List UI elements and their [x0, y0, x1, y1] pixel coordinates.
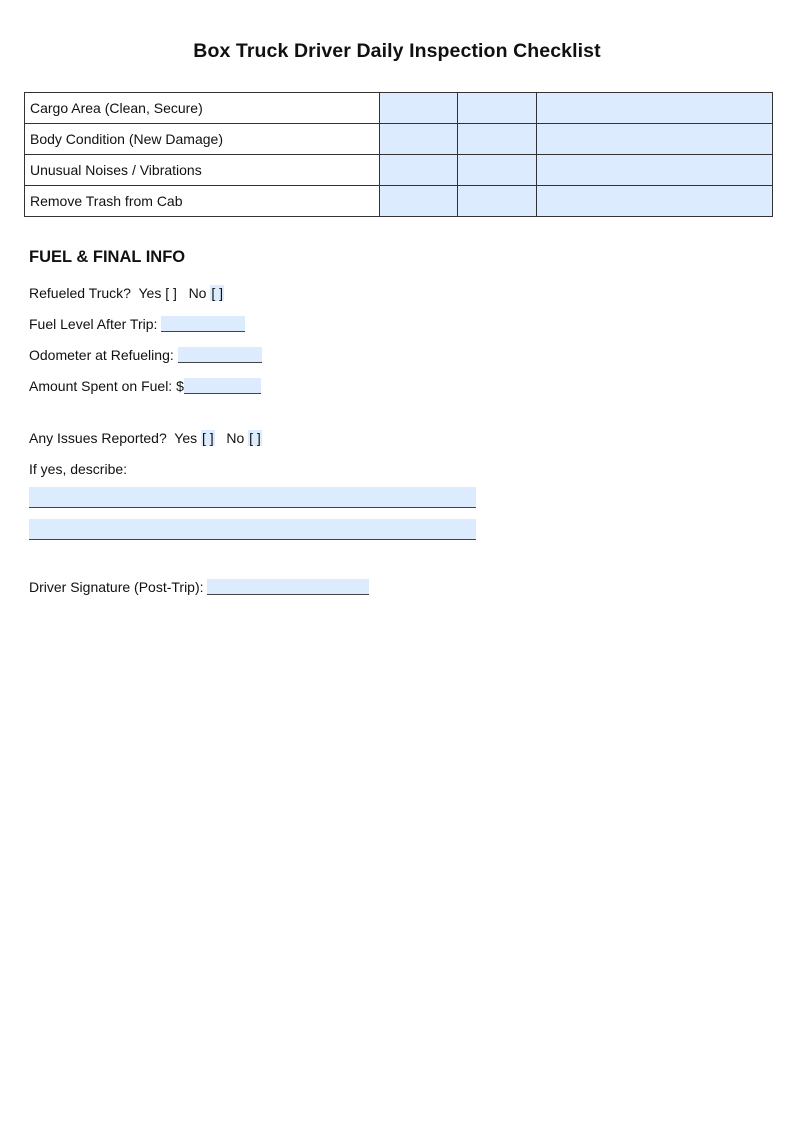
fuel-level-label: Fuel Level After Trip: — [29, 316, 158, 332]
row-label: Body Condition (New Damage) — [25, 124, 380, 155]
refueled-question-line — [29, 285, 224, 301]
issues-no-checkbox[interactable]: [ ] — [249, 430, 261, 446]
odometer-field[interactable] — [178, 347, 262, 363]
document-title: Box Truck Driver Daily Inspection Checklist — [193, 40, 601, 62]
odometer-label: Odometer at Refueling: — [29, 347, 174, 363]
odometer-line — [29, 347, 262, 363]
notes-field[interactable] — [537, 186, 773, 217]
issues-yes-checkbox[interactable]: [ ] — [202, 430, 214, 446]
fail-field[interactable] — [458, 155, 537, 186]
fail-field[interactable] — [458, 124, 537, 155]
row-label: Unusual Noises / Vibrations — [25, 155, 380, 186]
amount-label: Amount Spent on Fuel: $ — [29, 378, 184, 394]
issues-label: Any Issues Reported? — [29, 430, 167, 446]
table-row — [25, 186, 773, 217]
issues-no-label: No — [226, 430, 245, 446]
row-label: Cargo Area (Clean, Secure) — [25, 93, 380, 124]
notes-field[interactable] — [537, 93, 773, 124]
pass-field[interactable] — [380, 124, 458, 155]
fuel-level-line — [29, 316, 245, 332]
pass-field[interactable] — [380, 155, 458, 186]
table-row — [25, 124, 773, 155]
description-field-1[interactable] — [29, 487, 476, 508]
refueled-no-checkbox[interactable]: [ ] — [211, 285, 224, 301]
signature-field[interactable] — [207, 579, 369, 595]
fail-field[interactable] — [458, 93, 537, 124]
table-row — [25, 155, 773, 186]
fuel-section-heading: FUEL & FINAL INFO — [29, 248, 186, 266]
refueled-no-label: No — [188, 285, 207, 301]
issues-question-line — [29, 430, 262, 446]
pass-field[interactable] — [380, 93, 458, 124]
fail-field[interactable] — [458, 186, 537, 217]
describe-label: If yes, describe: — [29, 461, 128, 477]
notes-field[interactable] — [537, 155, 773, 186]
description-field-2[interactable] — [29, 519, 476, 540]
notes-field[interactable] — [537, 124, 773, 155]
inspection-checklist-table — [24, 92, 773, 217]
refueled-yes-option[interactable]: Yes [ ] — [138, 285, 177, 301]
issues-yes-label: Yes — [174, 430, 198, 446]
refueled-label: Refueled Truck? — [29, 285, 131, 301]
pass-field[interactable] — [380, 186, 458, 217]
row-label: Remove Trash from Cab — [25, 186, 380, 217]
amount-line — [29, 378, 261, 394]
fuel-level-field[interactable] — [161, 316, 245, 332]
signature-label: Driver Signature (Post-Trip): — [29, 579, 204, 595]
table-row — [25, 93, 773, 124]
amount-field[interactable] — [184, 378, 261, 394]
signature-line — [29, 579, 369, 595]
